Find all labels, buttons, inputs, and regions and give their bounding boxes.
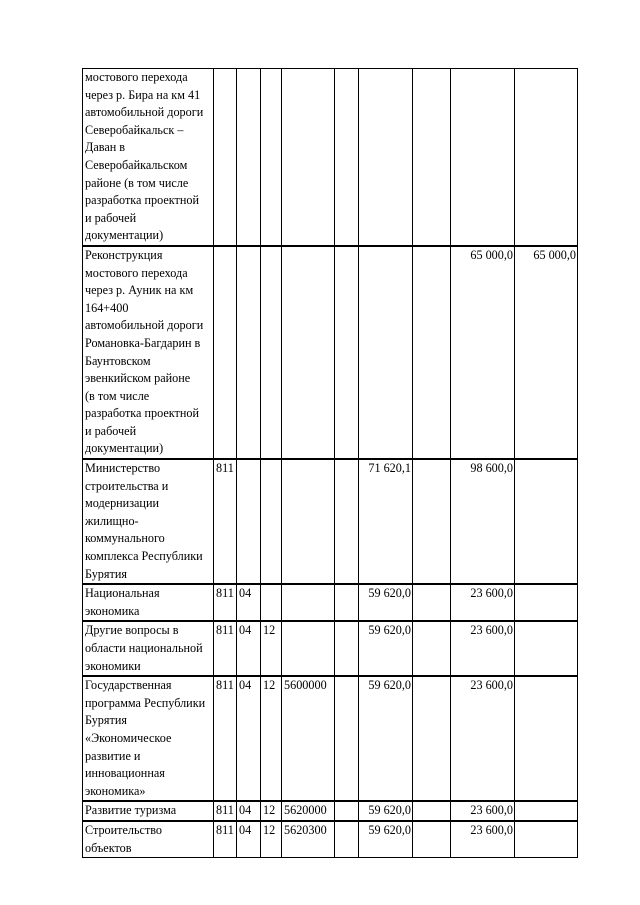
cell-ministry-code: 811 (214, 801, 237, 821)
cell-amount-1: 59 620,0 (359, 621, 413, 676)
cell-ministry-code: 811 (214, 621, 237, 676)
cell-amount-3: 23 600,0 (451, 801, 515, 821)
cell-amount-2 (413, 801, 451, 821)
row-name: Государственная программа Республики Бурятия «Экономическое развитие и инновационная экономика» (83, 676, 214, 801)
cell-amount-3: 23 600,0 (451, 821, 515, 858)
cell-expense-type (335, 69, 359, 246)
cell-section-code: 04 (237, 584, 261, 621)
cell-subsection-code (261, 69, 282, 246)
cell-subsection-code (261, 246, 282, 459)
cell-ministry-code (214, 246, 237, 459)
cell-amount-1: 71 620,1 (359, 459, 413, 584)
budget-table-body (83, 69, 578, 858)
cell-section-code: 04 (237, 801, 261, 821)
cell-section-code: 04 (237, 821, 261, 858)
cell-amount-4 (515, 621, 578, 676)
cell-subsection-code: 12 (261, 676, 282, 801)
cell-target-code (282, 584, 335, 621)
cell-subsection-code (261, 584, 282, 621)
table-row (83, 676, 578, 801)
row-name: Строительство объектов (83, 821, 214, 858)
cell-amount-3: 23 600,0 (451, 676, 515, 801)
cell-section-code: 04 (237, 621, 261, 676)
cell-expense-type (335, 584, 359, 621)
cell-amount-4 (515, 69, 578, 246)
cell-expense-type (335, 821, 359, 858)
cell-amount-4 (515, 459, 578, 584)
cell-ministry-code: 811 (214, 459, 237, 584)
cell-amount-3 (451, 69, 515, 246)
cell-subsection-code (261, 459, 282, 584)
cell-expense-type (335, 459, 359, 584)
table-row (83, 459, 578, 584)
table-row (83, 621, 578, 676)
cell-target-code (282, 621, 335, 676)
cell-expense-type (335, 676, 359, 801)
cell-amount-3: 65 000,0 (451, 246, 515, 459)
cell-subsection-code: 12 (261, 821, 282, 858)
cell-amount-2 (413, 584, 451, 621)
cell-subsection-code: 12 (261, 621, 282, 676)
budget-table (82, 68, 578, 858)
table-row (83, 69, 578, 246)
cell-amount-2 (413, 246, 451, 459)
cell-target-code: 5620000 (282, 801, 335, 821)
cell-amount-2 (413, 459, 451, 584)
row-name: Реконструкция мостового перехода через р. Ауник на км 164+400 автомобильной дороги Романовка-Багдарин в Баунтовском эвенкийском районе (в том числе разработка проектной и рабочей документации) (83, 246, 214, 459)
cell-amount-1: 59 620,0 (359, 584, 413, 621)
cell-target-code (282, 69, 335, 246)
cell-ministry-code: 811 (214, 676, 237, 801)
cell-section-code: 04 (237, 676, 261, 801)
cell-amount-2 (413, 621, 451, 676)
row-name: Национальная экономика (83, 584, 214, 621)
cell-ministry-code (214, 69, 237, 246)
cell-amount-2 (413, 69, 451, 246)
cell-amount-1: 59 620,0 (359, 676, 413, 801)
cell-amount-2 (413, 821, 451, 858)
row-name: мостового перехода через р. Бира на км 41 автомобильной дороги Северобайкальск – Даван в Северобайкальском районе (в том числе разработка проектной и рабочей документации) (83, 69, 214, 246)
cell-amount-3: 98 600,0 (451, 459, 515, 584)
cell-amount-2 (413, 676, 451, 801)
cell-amount-1: 59 620,0 (359, 821, 413, 858)
cell-amount-4 (515, 676, 578, 801)
cell-target-code (282, 459, 335, 584)
cell-expense-type (335, 246, 359, 459)
row-name: Другие вопросы в области национальной экономики (83, 621, 214, 676)
cell-amount-4 (515, 821, 578, 858)
cell-amount-1 (359, 69, 413, 246)
cell-amount-1 (359, 246, 413, 459)
table-row (83, 801, 578, 821)
cell-ministry-code: 811 (214, 584, 237, 621)
cell-section-code (237, 459, 261, 584)
table-row (83, 246, 578, 459)
cell-amount-4: 65 000,0 (515, 246, 578, 459)
cell-amount-4 (515, 584, 578, 621)
cell-target-code: 5620300 (282, 821, 335, 858)
cell-section-code (237, 246, 261, 459)
cell-subsection-code: 12 (261, 801, 282, 821)
cell-ministry-code: 811 (214, 821, 237, 858)
table-row (83, 821, 578, 858)
row-name: Развитие туризма (83, 801, 214, 821)
cell-target-code: 5600000 (282, 676, 335, 801)
cell-target-code (282, 246, 335, 459)
cell-amount-3: 23 600,0 (451, 621, 515, 676)
table-row (83, 584, 578, 621)
cell-expense-type (335, 621, 359, 676)
row-name: Министерство строительства и модернизации жилищно- коммунального комплекса Республики Бурятия (83, 459, 214, 584)
cell-amount-1: 59 620,0 (359, 801, 413, 821)
cell-expense-type (335, 801, 359, 821)
cell-amount-3: 23 600,0 (451, 584, 515, 621)
cell-amount-4 (515, 801, 578, 821)
cell-section-code (237, 69, 261, 246)
